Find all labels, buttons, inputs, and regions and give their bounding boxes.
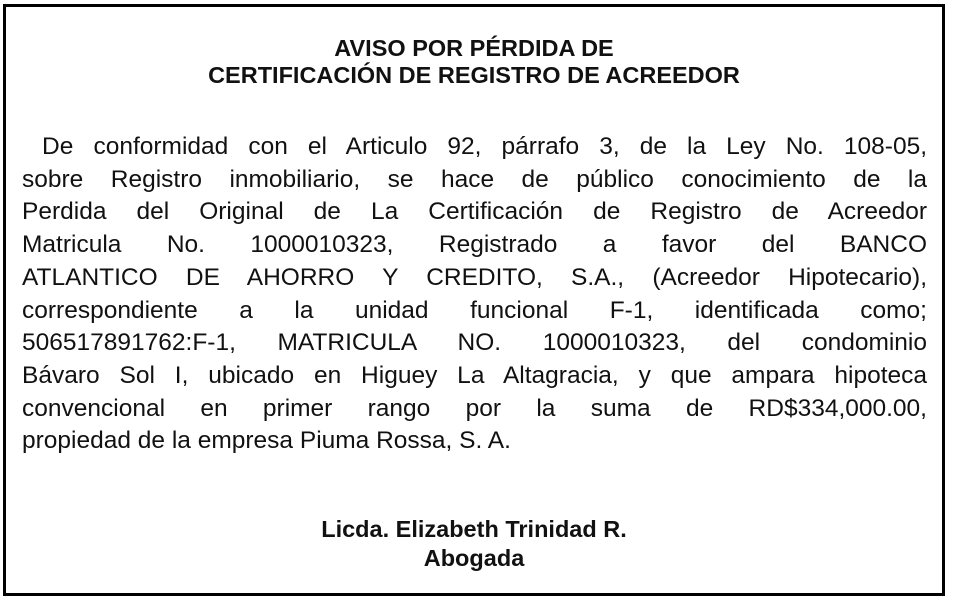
signatory-name: Licda. Elizabeth Trinidad R. xyxy=(321,516,627,542)
body-line: ATLANTICO DE AHORRO Y CREDITO, S.A., (Acreedor Hipotecario), xyxy=(22,263,927,291)
body-line: convencional en primer rango por la suma de RD$334,000.00, xyxy=(22,394,927,422)
body-line: sobre Registro inmobiliario, se hace de público conocimiento de la xyxy=(22,165,927,193)
body-line: Matricula No. 1000010323, Registrado a favor del BANCO xyxy=(22,231,927,259)
signatory-role: Abogada xyxy=(423,545,525,571)
notice-title xyxy=(6,35,942,89)
body-line: propiedad de la empresa Piuma Rossa, S. A. xyxy=(22,427,511,455)
notice-title-line-2: CERTIFICACIÓN DE REGISTRO DE ACREEDOR xyxy=(208,62,740,88)
notice-title-line-1: AVISO POR PÉRDIDA DE xyxy=(334,35,614,61)
signature-block xyxy=(6,515,942,573)
notice-body xyxy=(22,131,927,458)
body-line: De conformidad con el Articulo 92, párrafo 3, de la Ley No. 108-05, xyxy=(22,133,927,160)
body-line: Bávaro Sol I, ubicado en Higuey La Altagracia, y que ampara hipoteca xyxy=(22,361,927,389)
body-line: correspondiente a la unidad funcional F-1, identificada como; xyxy=(22,296,927,324)
notice-box xyxy=(3,4,945,596)
body-line: 506517891762:F-1, MATRICULA NO. 1000010323, del condominio xyxy=(22,329,927,357)
body-line: Perdida del Original de La Certificación de Registro de Acreedor xyxy=(22,198,927,226)
